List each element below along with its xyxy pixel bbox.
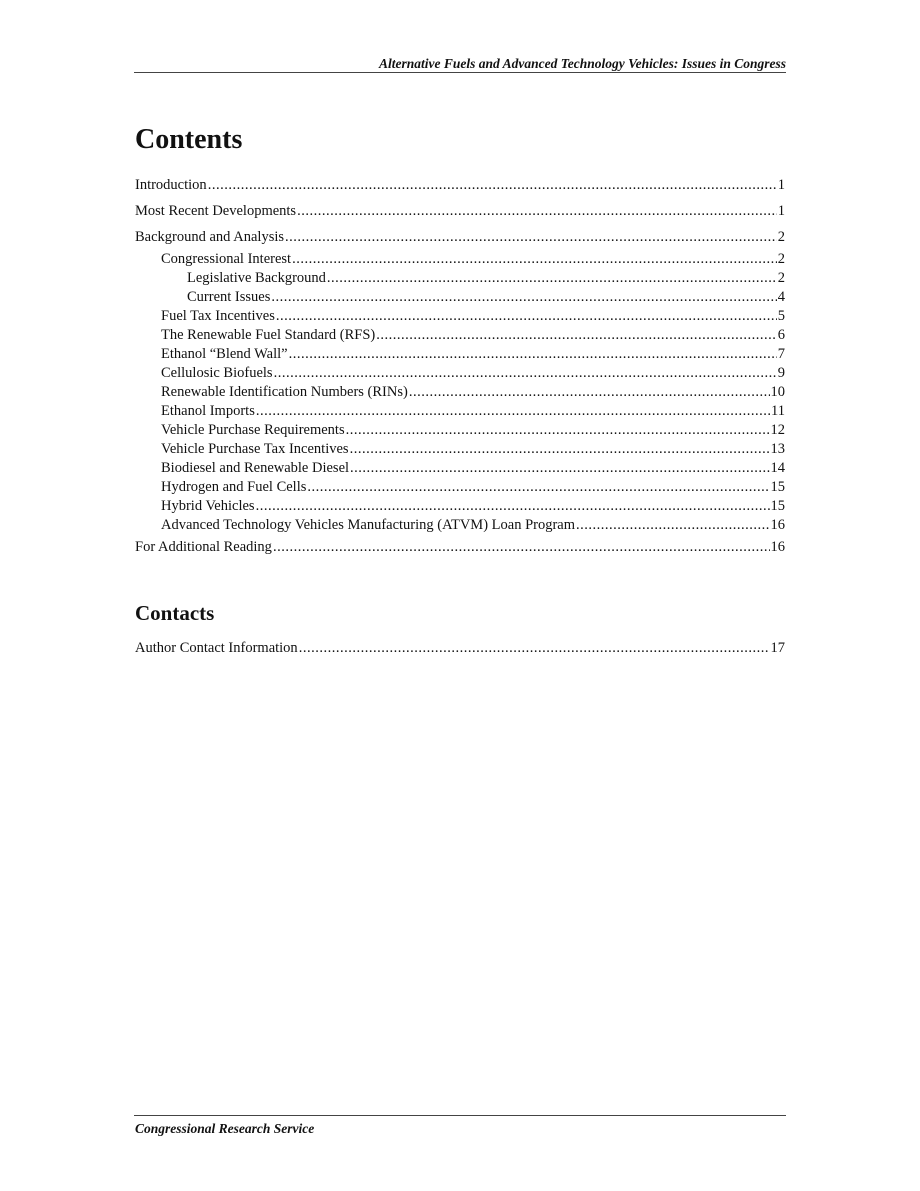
toc-page-number: 2 — [777, 229, 785, 245]
toc-page-number: 13 — [770, 441, 785, 457]
toc-leader — [256, 402, 770, 421]
toc-entry[interactable] — [135, 538, 785, 557]
toc-page-number: 2 — [777, 251, 785, 267]
toc-page-number: 7 — [777, 346, 785, 362]
toc-entry[interactable] — [135, 202, 785, 221]
toc-leader — [274, 364, 777, 383]
toc-entry-label: Background and Analysis — [135, 229, 285, 245]
toc-entry[interactable] — [135, 288, 785, 307]
toc-leader — [208, 176, 777, 195]
toc-page-number: 15 — [770, 498, 785, 514]
toc-page-number: 12 — [770, 422, 785, 438]
toc-entry-label: Hydrogen and Fuel Cells — [161, 479, 307, 495]
contents-title: Contents — [135, 124, 243, 155]
toc-page-number: 15 — [770, 479, 785, 495]
toc-entry[interactable] — [135, 516, 785, 535]
toc-leader — [256, 497, 770, 516]
toc-entry-label: Congressional Interest — [161, 251, 292, 267]
running-header: Alternative Fuels and Advanced Technology Vehicles: Issues in Congress — [378, 56, 786, 71]
toc-leader — [327, 269, 777, 288]
toc-page-number: 9 — [777, 365, 785, 381]
toc-leader — [376, 326, 777, 345]
toc-entry[interactable] — [135, 307, 785, 326]
toc-leader — [346, 421, 770, 440]
toc-entry-label: Fuel Tax Incentives — [161, 308, 275, 324]
toc-entry-label: Most Recent Developments — [135, 203, 297, 219]
toc-entry-label: Cellulosic Biofuels — [161, 365, 273, 381]
toc-entry[interactable] — [135, 345, 785, 364]
toc-entry-label: Vehicle Purchase Tax Incentives — [161, 441, 349, 457]
toc-page-number: 11 — [771, 403, 785, 419]
toc-leader — [409, 383, 770, 402]
toc-entry-label: For Additional Reading — [135, 539, 272, 555]
toc-entry[interactable] — [135, 402, 785, 421]
toc-page-number: 2 — [777, 270, 785, 286]
toc-leader — [307, 478, 769, 497]
toc-leader — [350, 459, 769, 478]
toc-leader — [292, 250, 777, 269]
toc-leader — [271, 288, 776, 307]
toc-page-number: 5 — [777, 308, 785, 324]
toc-entry-label: Current Issues — [187, 289, 271, 305]
toc-page-number: 16 — [770, 539, 785, 555]
toc-page-number: 17 — [770, 640, 785, 656]
toc-leader — [299, 639, 770, 658]
toc-entry[interactable] — [135, 176, 785, 195]
toc-page-number: 6 — [777, 327, 785, 343]
toc-page-number: 10 — [770, 384, 785, 400]
toc-entry-label: Renewable Identification Numbers (RINs) — [161, 384, 408, 400]
running-footer: Congressional Research Service — [135, 1121, 315, 1136]
toc-leader — [273, 538, 770, 557]
toc-leader — [350, 440, 770, 459]
toc-leader — [576, 516, 769, 535]
toc-entry-label: Author Contact Information — [135, 640, 298, 656]
toc-entry[interactable] — [135, 250, 785, 269]
toc-entry-label: Ethanol “Blend Wall” — [161, 346, 288, 362]
toc-entry[interactable] — [135, 497, 785, 516]
toc-entry[interactable] — [135, 421, 785, 440]
toc-entry-label: Hybrid Vehicles — [161, 498, 255, 514]
toc-entry-label: Introduction — [135, 177, 207, 193]
toc-leader — [285, 228, 777, 247]
contacts-title: Contacts — [135, 601, 215, 625]
toc-entry-label: Legislative Background — [187, 270, 326, 286]
toc-entry[interactable] — [135, 326, 785, 345]
toc-entry[interactable] — [135, 459, 785, 478]
toc-entry-label: The Renewable Fuel Standard (RFS) — [161, 327, 376, 343]
toc-entry[interactable] — [135, 478, 785, 497]
toc-leader — [297, 202, 777, 221]
footer-rule — [134, 1115, 786, 1116]
toc-entry[interactable] — [135, 383, 785, 402]
toc-page-number: 1 — [777, 177, 785, 193]
toc-entry[interactable] — [135, 639, 785, 658]
toc-leader — [276, 307, 777, 326]
toc-entry-label: Biodiesel and Renewable Diesel — [161, 460, 350, 476]
toc-entry-label: Ethanol Imports — [161, 403, 255, 419]
toc-leader — [289, 345, 777, 364]
toc-entry[interactable] — [135, 228, 785, 247]
toc-page-number: 1 — [777, 203, 785, 219]
toc-page-number: 4 — [777, 289, 785, 305]
toc-entry[interactable] — [135, 440, 785, 459]
toc-page-number: 16 — [770, 517, 785, 533]
toc-entry[interactable] — [135, 269, 785, 288]
toc-entry-label: Vehicle Purchase Requirements — [161, 422, 345, 438]
header-rule — [134, 72, 786, 73]
toc-entry-label: Advanced Technology Vehicles Manufacturing (ATVM) Loan Program — [161, 517, 576, 533]
toc-page-number: 14 — [770, 460, 785, 476]
toc-entry[interactable] — [135, 364, 785, 383]
